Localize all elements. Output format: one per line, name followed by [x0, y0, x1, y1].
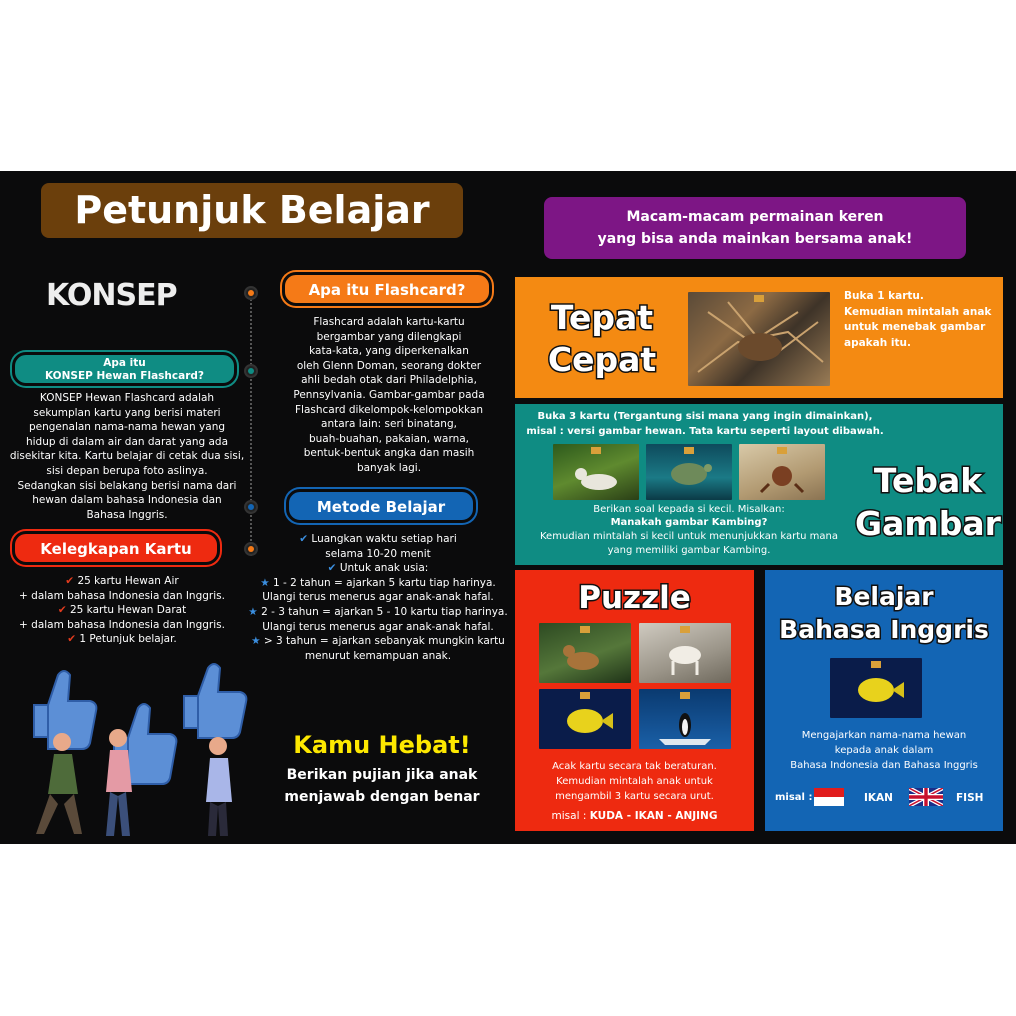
tepat-cepat-line: apakah itu. — [844, 336, 911, 349]
kelengkapan-list — [4, 574, 240, 647]
puzzle-panel — [515, 570, 754, 831]
tebak-title-1: Tebak — [873, 461, 983, 500]
flashcard-line: oleh Glenn Doman, seorang dokter — [296, 359, 482, 372]
praise-title: Kamu Hebat! — [293, 731, 471, 759]
apa-konsep-line: hewan dalam bahasa Indonesia dan — [32, 494, 222, 507]
metode-body — [246, 532, 510, 663]
tebak-q2: Manakah gambar Kambing? — [610, 517, 768, 528]
tepat-cepat-line: Buka 1 kartu. — [844, 290, 924, 302]
flashcard-line: bergambar yang dilengkapi — [316, 330, 462, 343]
metode-line: ★ 2 - 3 tahun = ajarkan 5 - 10 kartu tiap harinya. — [248, 605, 508, 618]
star-icon: ★ — [248, 605, 258, 618]
title-bar — [41, 183, 463, 238]
metode-line: selama 10-20 menit — [325, 547, 431, 560]
tebak-intro-1: Buka 3 kartu (Tergantung sisi mana yang ingin dimainkan), — [537, 411, 873, 422]
kelengkapan-item: ✔ 25 kartu Hewan Air — [65, 575, 179, 587]
metode-line: ★ 1 - 2 tahun = ajarkan 5 kartu tiap harinya. — [260, 576, 496, 589]
bahasa-word-id: IKAN — [864, 792, 893, 804]
turtle-photo — [646, 444, 732, 500]
games-banner-line-1: Macam-macam permainan keren — [626, 209, 884, 225]
flashcard-body — [262, 315, 516, 476]
tepat-cepat-title-1: Tepat — [550, 298, 654, 337]
konsep-tag — [777, 447, 787, 454]
apa-konsep-line: KONSEP Hewan Flashcard adalah — [39, 392, 215, 404]
tebak-q4: yang memiliki gambar Kambing. — [607, 545, 771, 556]
konsep-tag — [580, 626, 590, 633]
dog-photo — [539, 623, 631, 683]
check-icon: ✔ — [67, 633, 77, 646]
star-icon: ★ — [260, 576, 270, 589]
metode-title: Metode Belajar — [316, 498, 446, 516]
flashcard-line: Flashcard adalah kartu-kartu — [313, 316, 465, 328]
tepat-cepat-line: Kemudian mintalah anak — [844, 305, 992, 318]
penguin-photo — [639, 689, 731, 749]
kelengkapan-item: ✔ 1 Petunjuk belajar. — [67, 633, 177, 646]
games-banner — [544, 197, 966, 259]
kelengkapan-item: ✔ 25 kartu Hewan Darat — [57, 604, 187, 617]
flashcard-title: Apa itu Flashcard? — [308, 281, 466, 299]
goat-photo — [553, 444, 639, 500]
konsep-tag — [580, 692, 590, 699]
games-banner-line-2: yang bisa anda mainkan bersama anak! — [597, 231, 913, 247]
bahasa-panel — [765, 570, 1003, 831]
lobster-photo — [688, 292, 830, 386]
lobster-art — [688, 292, 830, 386]
thumbs-up-illustration — [14, 660, 260, 840]
apa-konsep-line: Bahasa Inggris. — [86, 508, 168, 521]
flashcard-line: Pennsylvania. Gambar-gambar pada — [293, 388, 485, 401]
puzzle-line-2: Kemudian mintalah anak untuk — [556, 776, 713, 787]
praise-line-1: Berikan pujian jika anak — [286, 767, 478, 783]
metode-line: ✔ Luangkan waktu setiap hari — [299, 533, 457, 545]
check-icon: ✔ — [327, 562, 337, 575]
timeline-dot-teal — [244, 364, 258, 378]
kelengkapan-heading — [12, 531, 220, 565]
konsep-tag — [680, 626, 690, 633]
konsep-logo: KONSEP — [46, 278, 177, 313]
konsep-tag — [684, 447, 694, 454]
puzzle-title: Puzzle — [578, 580, 691, 616]
page-title: Petunjuk Belajar — [74, 188, 430, 232]
apa-konsep-line: sisi depan berupa foto aslinya. — [46, 464, 208, 477]
apa-konsep-line: Sedangkan sisi belakang berisi nama dari — [17, 479, 237, 492]
bahasa-word-en: FISH — [956, 792, 984, 804]
tepat-cepat-panel — [515, 277, 1003, 398]
puzzle-line-3: mengambil 3 kartu secara urut. — [555, 791, 714, 802]
flashcard-line: ahli bedah otak dari Philadelphia, — [301, 374, 477, 387]
tebak-gambar-panel — [515, 404, 1003, 565]
apa-konsep-heading — [12, 352, 237, 386]
flashcard-line: bentuk-bentuk angka dan masih — [303, 447, 475, 460]
kelengkapan-title: Kelegkapan Kartu — [40, 540, 192, 558]
flashcard-line: Flashcard dikelompok-kelompokkan — [294, 403, 484, 416]
metode-line: ✔ Untuk anak usia: — [327, 562, 429, 575]
kelengkapan-item: + dalam bahasa Indonesia dan Inggris. — [19, 589, 225, 602]
tepat-cepat-line: untuk menebak gambar — [844, 321, 986, 333]
flashcard-line: kata-kata, yang diperkenalkan — [309, 345, 469, 358]
konsep-tag — [591, 447, 601, 454]
apa-konsep-line: hidup di dalam air dan darat yang ada — [25, 435, 229, 448]
puzzle-example-text: KUDA - IKAN - ANJING — [589, 810, 718, 822]
konsep-tag — [871, 661, 881, 668]
metode-line: Ulangi terus menerus agar anak-anak hafal. — [262, 591, 494, 604]
apa-konsep-title-1: Apa itu — [103, 357, 146, 369]
bahasa-line-1: Mengajarkan nama-nama hewan — [801, 730, 967, 741]
timeline-dot-orange-1 — [244, 286, 258, 300]
flashcard-heading — [282, 272, 492, 306]
tebak-q1: Berikan soal kepada si kecil. Misalkan: — [593, 504, 785, 515]
puzzle-example-prefix: misal : — [551, 810, 587, 822]
bahasa-misal: misal : — [775, 792, 813, 803]
flashcard-line: banyak lagi. — [356, 461, 422, 474]
check-icon: ✔ — [299, 533, 309, 545]
indonesia-flag-icon — [814, 788, 844, 806]
konsep-tag — [680, 692, 690, 699]
tebak-title-2: Gambar — [855, 504, 1001, 543]
tepat-cepat-title-2: Cepat — [547, 340, 657, 379]
check-icon: ✔ — [65, 575, 75, 587]
bahasa-line-3: Bahasa Indonesia dan Bahasa Inggris — [790, 760, 978, 771]
tebak-q3: Kemudian mintalah si kecil untuk menunjukkan kartu mana — [540, 531, 838, 542]
flashcard-line: antara lain: seri binatang, — [321, 418, 457, 431]
fish-photo — [539, 689, 631, 749]
uk-flag-icon — [909, 788, 943, 806]
timeline-line — [250, 296, 252, 556]
crab-photo — [739, 444, 825, 500]
tepat-cepat-body — [844, 289, 1004, 351]
puzzle-line-1: Acak kartu secara tak beraturan. — [552, 761, 717, 772]
flashcard-line: buah-buahan, pakaian, warna, — [308, 432, 470, 445]
praise-line-2: menjawab dengan benar — [284, 789, 480, 805]
apa-konsep-line: sekumplan kartu yang berisi materi — [33, 406, 221, 419]
bahasa-fish-photo — [830, 658, 922, 718]
check-icon: ✔ — [57, 604, 67, 617]
apa-konsep-title-2: KONSEP Hewan Flashcard? — [45, 370, 204, 382]
bahasa-title-1: Belajar — [834, 582, 934, 611]
puzzle-example — [515, 809, 754, 823]
bahasa-line-2: kepada anak dalam — [834, 745, 934, 756]
metode-heading — [286, 489, 476, 523]
kelengkapan-item: + dalam bahasa Indonesia dan Inggris. — [19, 618, 225, 631]
horse-photo — [639, 623, 731, 683]
bahasa-title-2: Bahasa Inggris — [779, 615, 989, 644]
konsep-tag — [754, 295, 764, 302]
star-icon: ★ — [251, 635, 261, 648]
metode-line: Ulangi terus menerus agar anak-anak hafal. — [262, 620, 494, 633]
apa-konsep-line: pengenalan nama-nama hewan yang — [28, 421, 226, 434]
apa-konsep-body — [4, 391, 250, 522]
metode-line: menurut kemampuan anak. — [304, 649, 452, 662]
tebak-intro-2: misal : versi gambar hewan. Tata kartu seperti layout dibawah. — [526, 426, 884, 437]
apa-konsep-line: disekitar kita. Kartu belajar di cetak dua sisi, — [9, 450, 245, 463]
metode-line: ★ > 3 tahun = ajarkan sebanyak mungkin kartu — [251, 635, 505, 648]
